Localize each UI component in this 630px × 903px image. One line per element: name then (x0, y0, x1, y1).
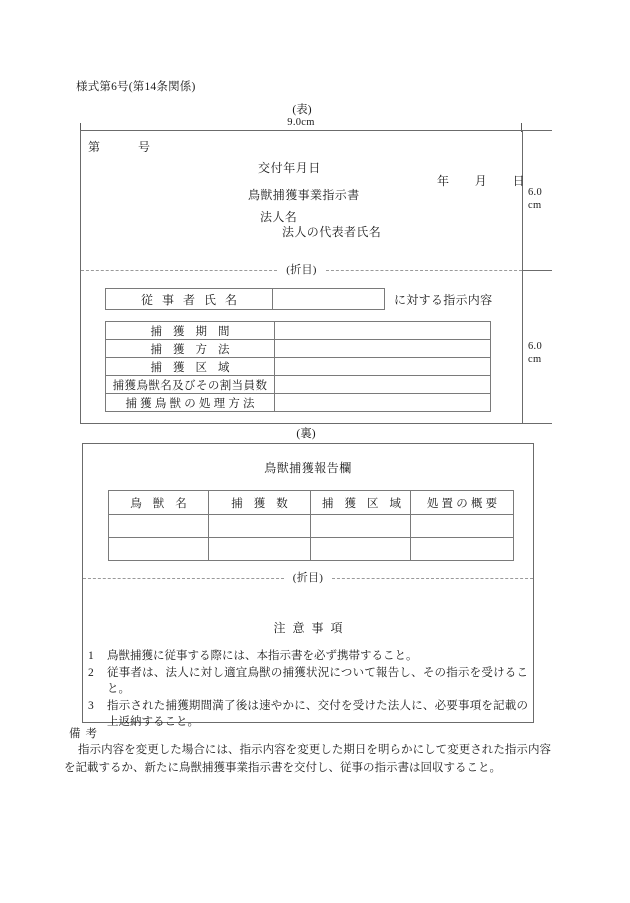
report-column-disposal-summary: 処置の概要 (411, 491, 514, 515)
height-dimension-upper (528, 186, 542, 212)
detail-label-capture-area: 捕獲区域 (106, 358, 275, 376)
width-dimension-label: 9.0cm (287, 117, 315, 128)
height-dimension-lower-unit: cm (528, 354, 542, 365)
report-cell-count[interactable] (209, 515, 311, 538)
report-cell-count[interactable] (209, 538, 311, 561)
detail-value-disposal-method[interactable] (275, 394, 491, 412)
form-number-heading: 様式第6号(第14条関係) (76, 81, 196, 93)
height-dimension-lower (528, 340, 542, 366)
notes-heading-text: 注意事項 (273, 621, 350, 635)
worker-name-label-text: 従事者氏名 (140, 292, 246, 307)
detail-value-species-and-quota[interactable] (275, 376, 491, 394)
fold-line-back-left-rule (83, 578, 284, 579)
report-column-count: 捕獲数 (209, 491, 311, 515)
list-item (88, 648, 528, 665)
notes-list (88, 648, 528, 731)
report-cell-species[interactable] (109, 538, 209, 561)
list-item (88, 698, 528, 731)
detail-value-capture-area[interactable] (275, 358, 491, 376)
detail-value-capture-method[interactable] (275, 340, 491, 358)
report-cell-area[interactable] (311, 538, 411, 561)
worker-name-suffix-text: に対する指示内容 (394, 292, 493, 307)
detail-label-disposal-method: 捕獲鳥獣の処理方法 (106, 394, 275, 412)
fold-line-front-right-rule (326, 270, 522, 271)
front-middle-rule-extension (522, 270, 552, 271)
table-row (106, 322, 491, 340)
height-dimension-upper-unit: cm (528, 200, 542, 211)
worker-name-row (105, 288, 492, 310)
report-cell-disposal-summary[interactable] (411, 515, 514, 538)
instruction-detail-table (105, 321, 491, 412)
corporation-name-field[interactable]: 法人名 (260, 210, 298, 224)
worker-name-label (105, 288, 273, 310)
fold-line-back-right-rule (332, 578, 533, 579)
report-column-species: 鳥獣名 (109, 491, 209, 515)
height-dimension-upper-value: 6.0 (528, 187, 543, 198)
height-dimension-lower-value: 6.0 (528, 341, 543, 352)
back-side-label: (裏) (296, 428, 316, 440)
issue-date-label: 交付年月日 (258, 161, 322, 175)
capture-report-table (108, 490, 514, 561)
list-item (88, 665, 528, 698)
table-row (106, 340, 491, 358)
note-number: 1 (88, 650, 94, 662)
remarks-body: 指示内容を変更した場合には、指示内容を変更した期日を明らかにして変更された指示内容を記載するか、新たに鳥獣捕獲事業指示書を交付し、従事の指示書は回収すること。 (64, 744, 551, 774)
front-top-rule-extension (522, 130, 552, 131)
document-number-field[interactable]: 第 号 (88, 140, 151, 154)
fold-line-front (81, 263, 522, 277)
remarks-heading-text: 備考 (69, 728, 102, 740)
face-side-label: (表) (292, 104, 312, 116)
note-text: 指示された捕獲期間満了後は速やかに、交付を受けた法人に、必要事項を記載の上返納すること。 (107, 699, 528, 728)
capture-report-heading: 鳥獣捕獲報告欄 (264, 461, 352, 475)
report-cell-species[interactable] (109, 515, 209, 538)
note-number: 2 (88, 666, 94, 679)
table-header-row (109, 491, 514, 515)
table-row (109, 538, 514, 561)
table-row (106, 358, 491, 376)
table-row (106, 394, 491, 412)
notes-heading (82, 619, 534, 636)
fold-line-front-label: (折目) (286, 263, 317, 276)
table-row (109, 515, 514, 538)
remarks-heading (64, 725, 102, 741)
detail-value-capture-period[interactable] (275, 322, 491, 340)
detail-label-species-and-quota: 捕獲鳥獣名及びその割当員数 (106, 376, 275, 394)
fold-line-back (83, 571, 533, 585)
note-text: 従事者は、法人に対し適宜鳥獣の捕獲状況について報告し、その指示を受けること。 (107, 666, 528, 695)
report-cell-disposal-summary[interactable] (411, 538, 514, 561)
corporation-representative-field[interactable]: 法人の代表者氏名 (282, 225, 382, 239)
report-cell-area[interactable] (311, 515, 411, 538)
note-text: 鳥獣捕獲に従事する際には、本指示書を必ず携帯すること。 (107, 650, 418, 662)
fold-line-front-left-rule (81, 270, 277, 271)
table-row (106, 376, 491, 394)
document-title: 鳥獣捕獲事業指示書 (248, 188, 360, 202)
note-number: 3 (88, 699, 94, 712)
fold-line-back-label: (折目) (292, 571, 324, 584)
worker-name-input[interactable] (273, 288, 385, 310)
detail-label-capture-period: 捕獲期間 (106, 322, 275, 340)
issue-date-blanks[interactable]: 年 月 日 (437, 174, 526, 188)
report-column-area: 捕獲区域 (311, 491, 411, 515)
front-bottom-rule (80, 423, 552, 424)
detail-label-capture-method: 捕獲方法 (106, 340, 275, 358)
